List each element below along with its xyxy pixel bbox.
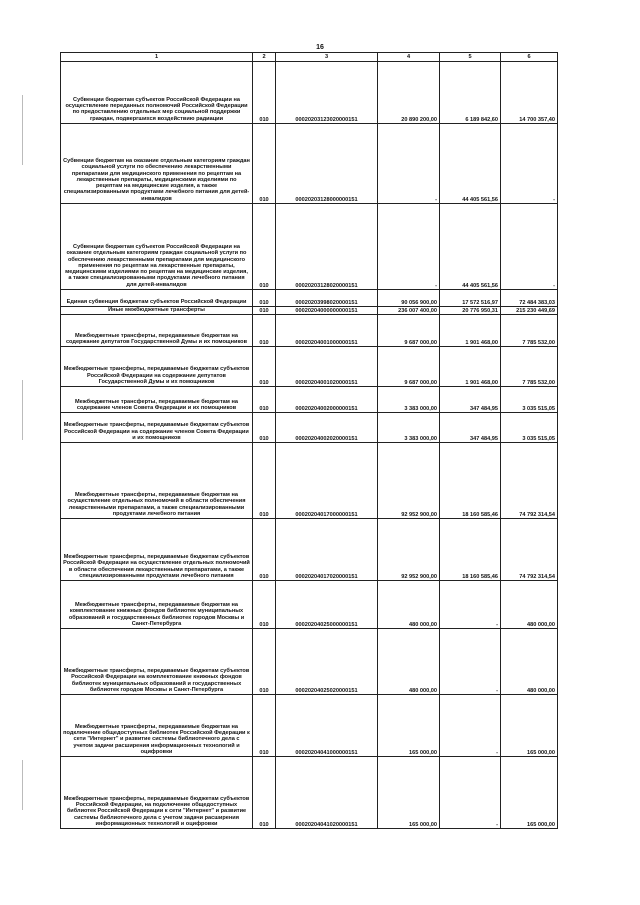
approved-amount-cell: 3 383 000,00 [378,387,440,413]
row-name-cell: Единая субвенция бюджетам субъектов Российской Федерации [61,290,253,307]
line-code-cell: 010 [253,290,276,307]
unexecuted-amount-cell: 480 000,00 [501,629,558,695]
executed-amount-cell: - [440,757,501,829]
budget-code-cell: 00020204017020000151 [276,519,378,581]
budget-execution-table [60,52,558,829]
unexecuted-amount-cell: 3 035 515,05 [501,387,558,413]
approved-amount-cell: - [378,204,440,290]
line-code-cell: 010 [253,519,276,581]
column-number-row [61,53,558,62]
row-name-cell: Межбюджетные трансферты, передаваемые бюджетам на осуществление отдельных полномочий в области обеспечения лекарственными препаратами, а также специализированными продуктами лечебного питания [61,443,253,519]
approved-amount-cell: 92 952 900,00 [378,519,440,581]
scan-edge-mark [22,380,23,440]
approved-amount-cell: 236 007 400,00 [378,307,440,315]
executed-amount-cell: 347 484,95 [440,387,501,413]
unexecuted-amount-cell: 74 792 314,54 [501,443,558,519]
line-code-cell: 010 [253,387,276,413]
row-name-cell: Субвенции бюджетам на оказание отдельным категориям граждан социальной услуги по обеспечению лекарственными препаратами для медицинского применения по рецептам на лекарственные препараты, медицинскими изделиями по рецептам на медицинские изделия, а также специализированными продуктами лечебного питания для детей-инвалидов [61,124,253,204]
executed-amount-cell: 20 776 950,31 [440,307,501,315]
executed-amount-cell: 347 484,95 [440,413,501,443]
budget-code-cell: 00020204001000000151 [276,315,378,347]
unexecuted-amount-cell: 74 792 314,54 [501,519,558,581]
row-name-cell: Межбюджетные трансферты, передаваемые бюджетам на подключение общедоступных библиотек Российской Федерации к сети "Интернет" и развитие системы библиотечного дела с учетом задачи расширения информационных технологий и оцифровки [61,695,253,757]
table-row [61,629,558,695]
executed-amount-cell: 44 405 561,56 [440,124,501,204]
approved-amount-cell: 165 000,00 [378,757,440,829]
unexecuted-amount-cell: 7 785 532,00 [501,315,558,347]
page-number: 16 [316,44,324,51]
column-number: 3 [276,53,378,62]
executed-amount-cell: 1 901 468,00 [440,315,501,347]
budget-code-cell: 00020203123020000151 [276,62,378,124]
approved-amount-cell: 480 000,00 [378,581,440,629]
unexecuted-amount-cell: - [501,124,558,204]
line-code-cell: 010 [253,307,276,315]
line-code-cell: 010 [253,757,276,829]
row-name-cell: Межбюджетные трансферты, передаваемые бюджетам на комплектование книжных фондов библиотек муниципальных образований и государственных библиотек городов Москвы и Санкт-Петербурга [61,581,253,629]
approved-amount-cell: 90 056 900,00 [378,290,440,307]
budget-code-cell: 00020204002020000151 [276,413,378,443]
column-number: 1 [61,53,253,62]
approved-amount-cell: 9 687 000,00 [378,315,440,347]
budget-code-cell: 00020204001020000151 [276,347,378,387]
line-code-cell: 010 [253,695,276,757]
scan-edge-mark [22,95,23,165]
line-code-cell: 010 [253,443,276,519]
line-code-cell: 010 [253,124,276,204]
line-code-cell: 010 [253,315,276,347]
budget-code-cell: 00020204000000000151 [276,307,378,315]
line-code-cell: 010 [253,581,276,629]
executed-amount-cell: - [440,695,501,757]
executed-amount-cell: 44 405 561,56 [440,204,501,290]
executed-amount-cell: 6 189 842,60 [440,62,501,124]
executed-amount-cell: 17 572 516,97 [440,290,501,307]
column-number: 6 [501,53,558,62]
table-row [61,307,558,315]
approved-amount-cell: 3 383 000,00 [378,413,440,443]
line-code-cell: 010 [253,204,276,290]
table-row [61,757,558,829]
budget-code-cell: 00020204041020000151 [276,757,378,829]
unexecuted-amount-cell: 72 484 383,03 [501,290,558,307]
unexecuted-amount-cell: 7 785 532,00 [501,347,558,387]
approved-amount-cell: - [378,124,440,204]
table-row [61,387,558,413]
row-name-cell: Межбюджетные трансферты, передаваемые бюджетам субъектов Российской Федерации на содержание депутатов Государственной Думы и их помощников [61,347,253,387]
table-row [61,347,558,387]
budget-code-cell: 00020204017000000151 [276,443,378,519]
row-name-cell: Межбюджетные трансферты, передаваемые бюджетам субъектов Российской Федерации на комплектование книжных фондов библиотек муниципальных образований и государственных библиотек городов Москвы и Санкт-Петербурга [61,629,253,695]
approved-amount-cell: 92 952 900,00 [378,443,440,519]
line-code-cell: 010 [253,413,276,443]
executed-amount-cell: - [440,629,501,695]
row-name-cell: Межбюджетные трансферты, передаваемые бюджетам субъектов Российской Федерации, на подключение общедоступных библиотек Российской Федерации к сети "Интернет" и развитие системы библиотечного дела с учетом задачи расширения информационных технологий и оцифровки [61,757,253,829]
unexecuted-amount-cell: 480 000,00 [501,581,558,629]
row-name-cell: Межбюджетные трансферты, передаваемые бюджетам субъектов Российской Федерации на осуществление отдельных полномочий в области обеспечения лекарственными препаратами, а также специализированными продуктами лечебного питания [61,519,253,581]
table-row [61,315,558,347]
table-row [61,581,558,629]
row-name-cell: Межбюджетные трансферты, передаваемые бюджетам субъектов Российской Федерации на содержание членов Совета Федерации и их помощников [61,413,253,443]
budget-code-cell: 00020204025020000151 [276,629,378,695]
row-name-cell: Межбюджетные трансферты, передаваемые бюджетам на содержание депутатов Государственной Думы и их помощников [61,315,253,347]
row-name-cell: Межбюджетные трансферты, передаваемые бюджетам на содержание членов Совета Федерации и их помощников [61,387,253,413]
budget-code-cell: 00020204025000000151 [276,581,378,629]
executed-amount-cell: 18 160 585,46 [440,519,501,581]
executed-amount-cell: 18 160 585,46 [440,443,501,519]
budget-code-cell: 00020204002000000151 [276,387,378,413]
column-number: 5 [440,53,501,62]
approved-amount-cell: 20 890 200,00 [378,62,440,124]
column-number: 2 [253,53,276,62]
budget-code-cell: 00020203998020000151 [276,290,378,307]
table-row [61,124,558,204]
table-row [61,62,558,124]
table-row [61,695,558,757]
unexecuted-amount-cell: 165 000,00 [501,695,558,757]
row-name-cell: Субвенции бюджетам субъектов Российской Федерации на оказание отдельным категориям граждан социальной услуги по обеспечению лекарственными препаратами для медицинского применения по рецептам на лекарственные препараты, медицинскими изделиями по рецептам на медицинские изделия, а также специализированными продуктами лечебного питания для детей-инвалидов [61,204,253,290]
executed-amount-cell: - [440,581,501,629]
executed-amount-cell: 1 901 468,00 [440,347,501,387]
table-row [61,290,558,307]
budget-code-cell: 00020204041000000151 [276,695,378,757]
scan-edge-mark [22,760,23,810]
row-name-cell: Иные межбюджетные трансферты [61,307,253,315]
approved-amount-cell: 480 000,00 [378,629,440,695]
unexecuted-amount-cell: 215 230 449,69 [501,307,558,315]
table-row [61,204,558,290]
table-row [61,413,558,443]
line-code-cell: 010 [253,629,276,695]
approved-amount-cell: 165 000,00 [378,695,440,757]
unexecuted-amount-cell: 165 000,00 [501,757,558,829]
line-code-cell: 010 [253,347,276,387]
unexecuted-amount-cell: - [501,204,558,290]
unexecuted-amount-cell: 3 035 515,05 [501,413,558,443]
budget-code-cell: 00020203128020000151 [276,204,378,290]
budget-code-cell: 00020203128000000151 [276,124,378,204]
line-code-cell: 010 [253,62,276,124]
column-number: 4 [378,53,440,62]
table-row [61,519,558,581]
unexecuted-amount-cell: 14 700 357,40 [501,62,558,124]
approved-amount-cell: 9 687 000,00 [378,347,440,387]
table-row [61,443,558,519]
row-name-cell: Субвенции бюджетам субъектов Российской Федерации на осуществление переданных полномочий Российской Федерации по предоставлению отдельных мер социальной поддержки граждан, подвергшихся воздействию радиации [61,62,253,124]
